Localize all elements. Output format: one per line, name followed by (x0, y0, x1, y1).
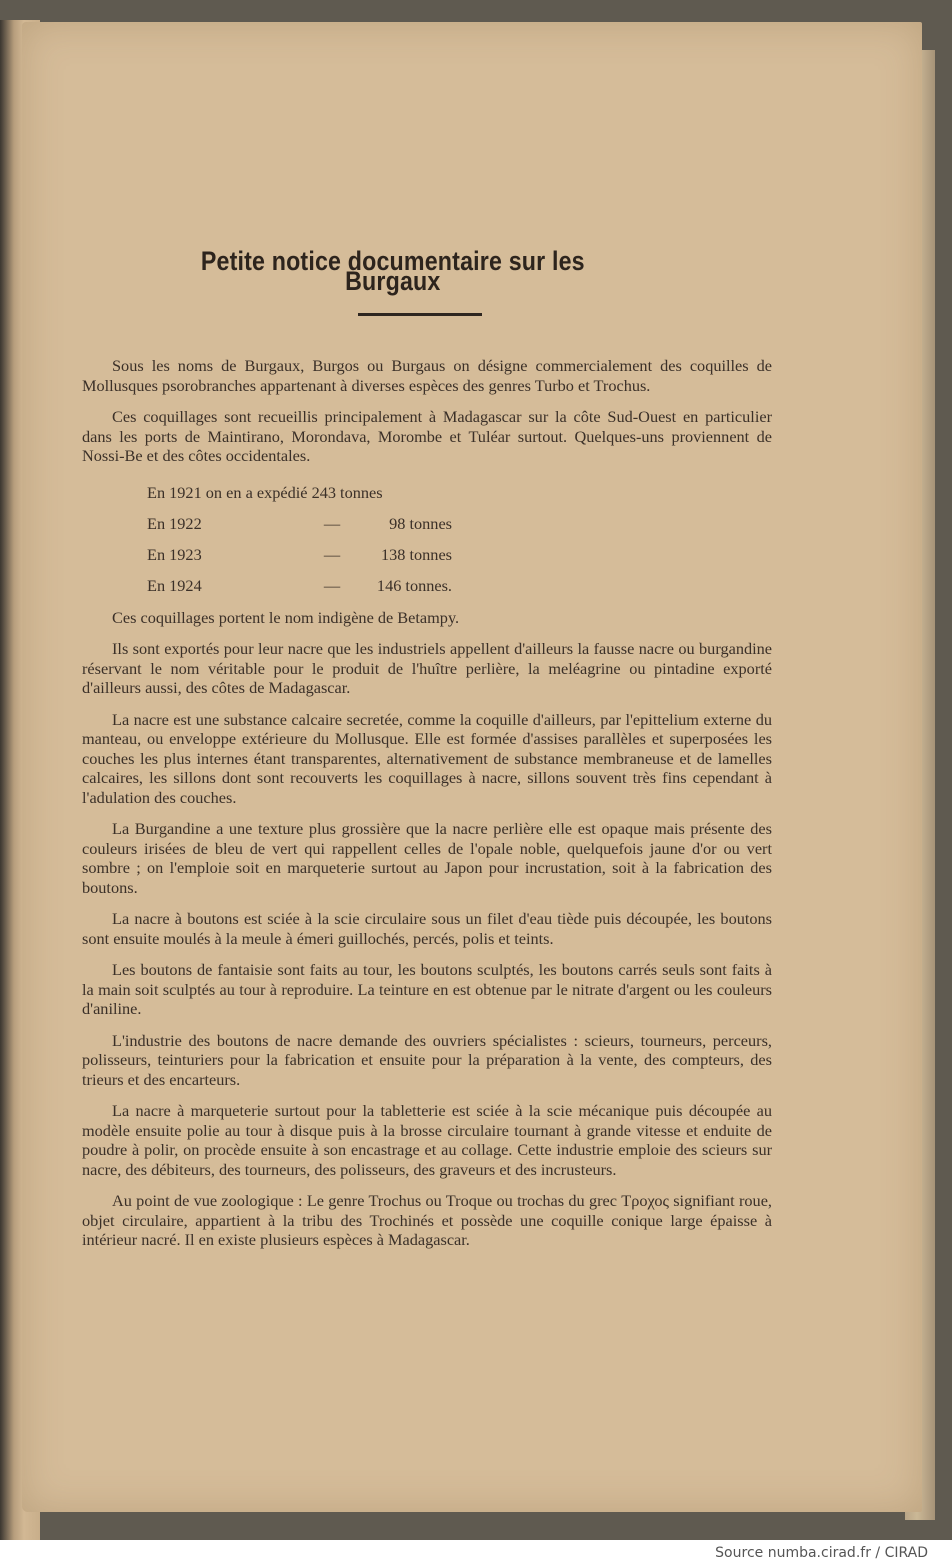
tonnage-year: En 1923 (147, 545, 202, 565)
tonnage-amount: 138 tonnes (381, 545, 452, 565)
tonnage-row (147, 571, 772, 602)
document-title: Petite notice documentaire sur les Burgaux (200, 246, 585, 296)
paragraph-boutons-fantaisie: Les boutons de fantaisie sont faits au tour, les boutons sculptés, les boutons carrés seuls sont faits à la main soit sculptés au tour à reproduire. La teinture en est obtenue par le nitrate d'argent ou les couleurs d'aniline. (82, 960, 772, 1018)
tonnage-dash: — (323, 576, 341, 596)
paragraph-burgaux-names: Sous les noms de Burgaux, Burgos ou Burgaus on désigne commercialement des coquilles de Mollusques psorobranches appartenant à diverses espèces des genres Turbo et Trochus. (82, 356, 772, 395)
tonnage-year: En 1924 (147, 576, 202, 596)
paragraph-nacre-substance: La nacre est une substance calcaire secretée, comme la coquille d'ailleurs, par l'epittelium externe du manteau, ou enveloppe extérieure du Mollusque. Elle est formée d'assises parallèles et superposées les couches les plus internes étant transparentes, alternativement de substance membraneuse et de lamelles calcaires, les sillons dont sont recouverts les coquillages à nacre, sillons souvent très fins cependant à l'adulation des couches. (82, 709, 772, 807)
tonnage-year: En 1922 (147, 514, 202, 534)
paragraph-marqueterie: La nacre à marqueterie surtout pour la tabletterie est sciée à la scie mécanique puis découpée au modèle ensuite polie au tour à disque puis à la brosse circulaire tournant à grande vitesse et enduite de poudre à polir, on procède ensuite à son encastrage et au collage. Cette industrie emploie des scieurs sur nacre, des débiteurs, des tourneurs, des polisseurs, des graveurs et des incrusteurs. (82, 1101, 772, 1179)
tonnage-amount: 146 tonnes. (376, 576, 452, 596)
tonnage-row (147, 509, 772, 540)
tonnage-dash: — (323, 545, 341, 565)
paragraph-betampy: Ces coquillages portent le nom indigène de Betampy. (112, 607, 460, 627)
tonnage-row (147, 540, 772, 571)
tonnage-row (147, 478, 772, 509)
paragraph-nacre-boutons: La nacre à boutons est sciée à la scie circulaire sous un filet d'eau tiède puis découpée, les boutons sont ensuite moulés à la meule à émeri guillochés, percés, polis et teints. (82, 909, 772, 948)
tonnage-amount: 98 tonnes (389, 514, 452, 534)
tonnage-dash: — (323, 514, 341, 534)
title-underline (358, 313, 482, 316)
paragraph-madagascar-collection: Ces coquillages sont recueillis principalement à Madagascar sur la côte Sud-Ouest en particulier dans les ports de Maintirano, Morondava, Morombe et Tuléar surtout. Quelques-uns proviennent de Nossi-Be et des côtes occidentales. (82, 407, 772, 465)
document-page (22, 22, 922, 1512)
source-credit: Source numba.cirad.fr / CIRAD (715, 1545, 928, 1561)
paragraph-industrie-boutons: L'industrie des boutons de nacre demande des ouvriers spécialistes : scieurs, tourneurs, perceurs, polisseurs, teinturiers pour la fabrication et ensuite pour la préparation à la vente, des compteurs, des trieurs et des encarteurs. (82, 1030, 772, 1089)
paragraph-zoologique: Au point de vue zoologique : Le genre Trochus ou Troque ou trochas du grec Τροχος signifiant roue, objet circulaire, appartient à la tribu des Trochinés et possède une coquille conique large épaisse à intérieur nacré. Il en existe plusieurs espèces à Madagascar. (82, 1191, 772, 1249)
page-content (82, 246, 772, 1262)
tonnage-table (147, 478, 772, 602)
tonnage-first-line: En 1921 on en a expédié 243 tonnes (147, 483, 383, 503)
paragraph-burgandine: La Burgandine a une texture plus grossière que la nacre perlière elle est opaque mais présente des couleurs irisées de bleu de vert qui rappellent celles de l'opale noble, quelquefois jaune d'or ou vert sombre ; on l'emploie soit en marqueterie surtout au Japon pour incrustation, soit à la fabrication des boutons. (82, 819, 772, 897)
paragraph-export-nacre: Ils sont exportés pour leur nacre que les industriels appellent d'ailleurs la fausse nacre ou burgandine réservant le nom véritable pour le produit de l'huître perlière, la meléagrine ou pintadine exporté d'ailleurs aussi, des côtes de Madagascar. (82, 639, 772, 697)
